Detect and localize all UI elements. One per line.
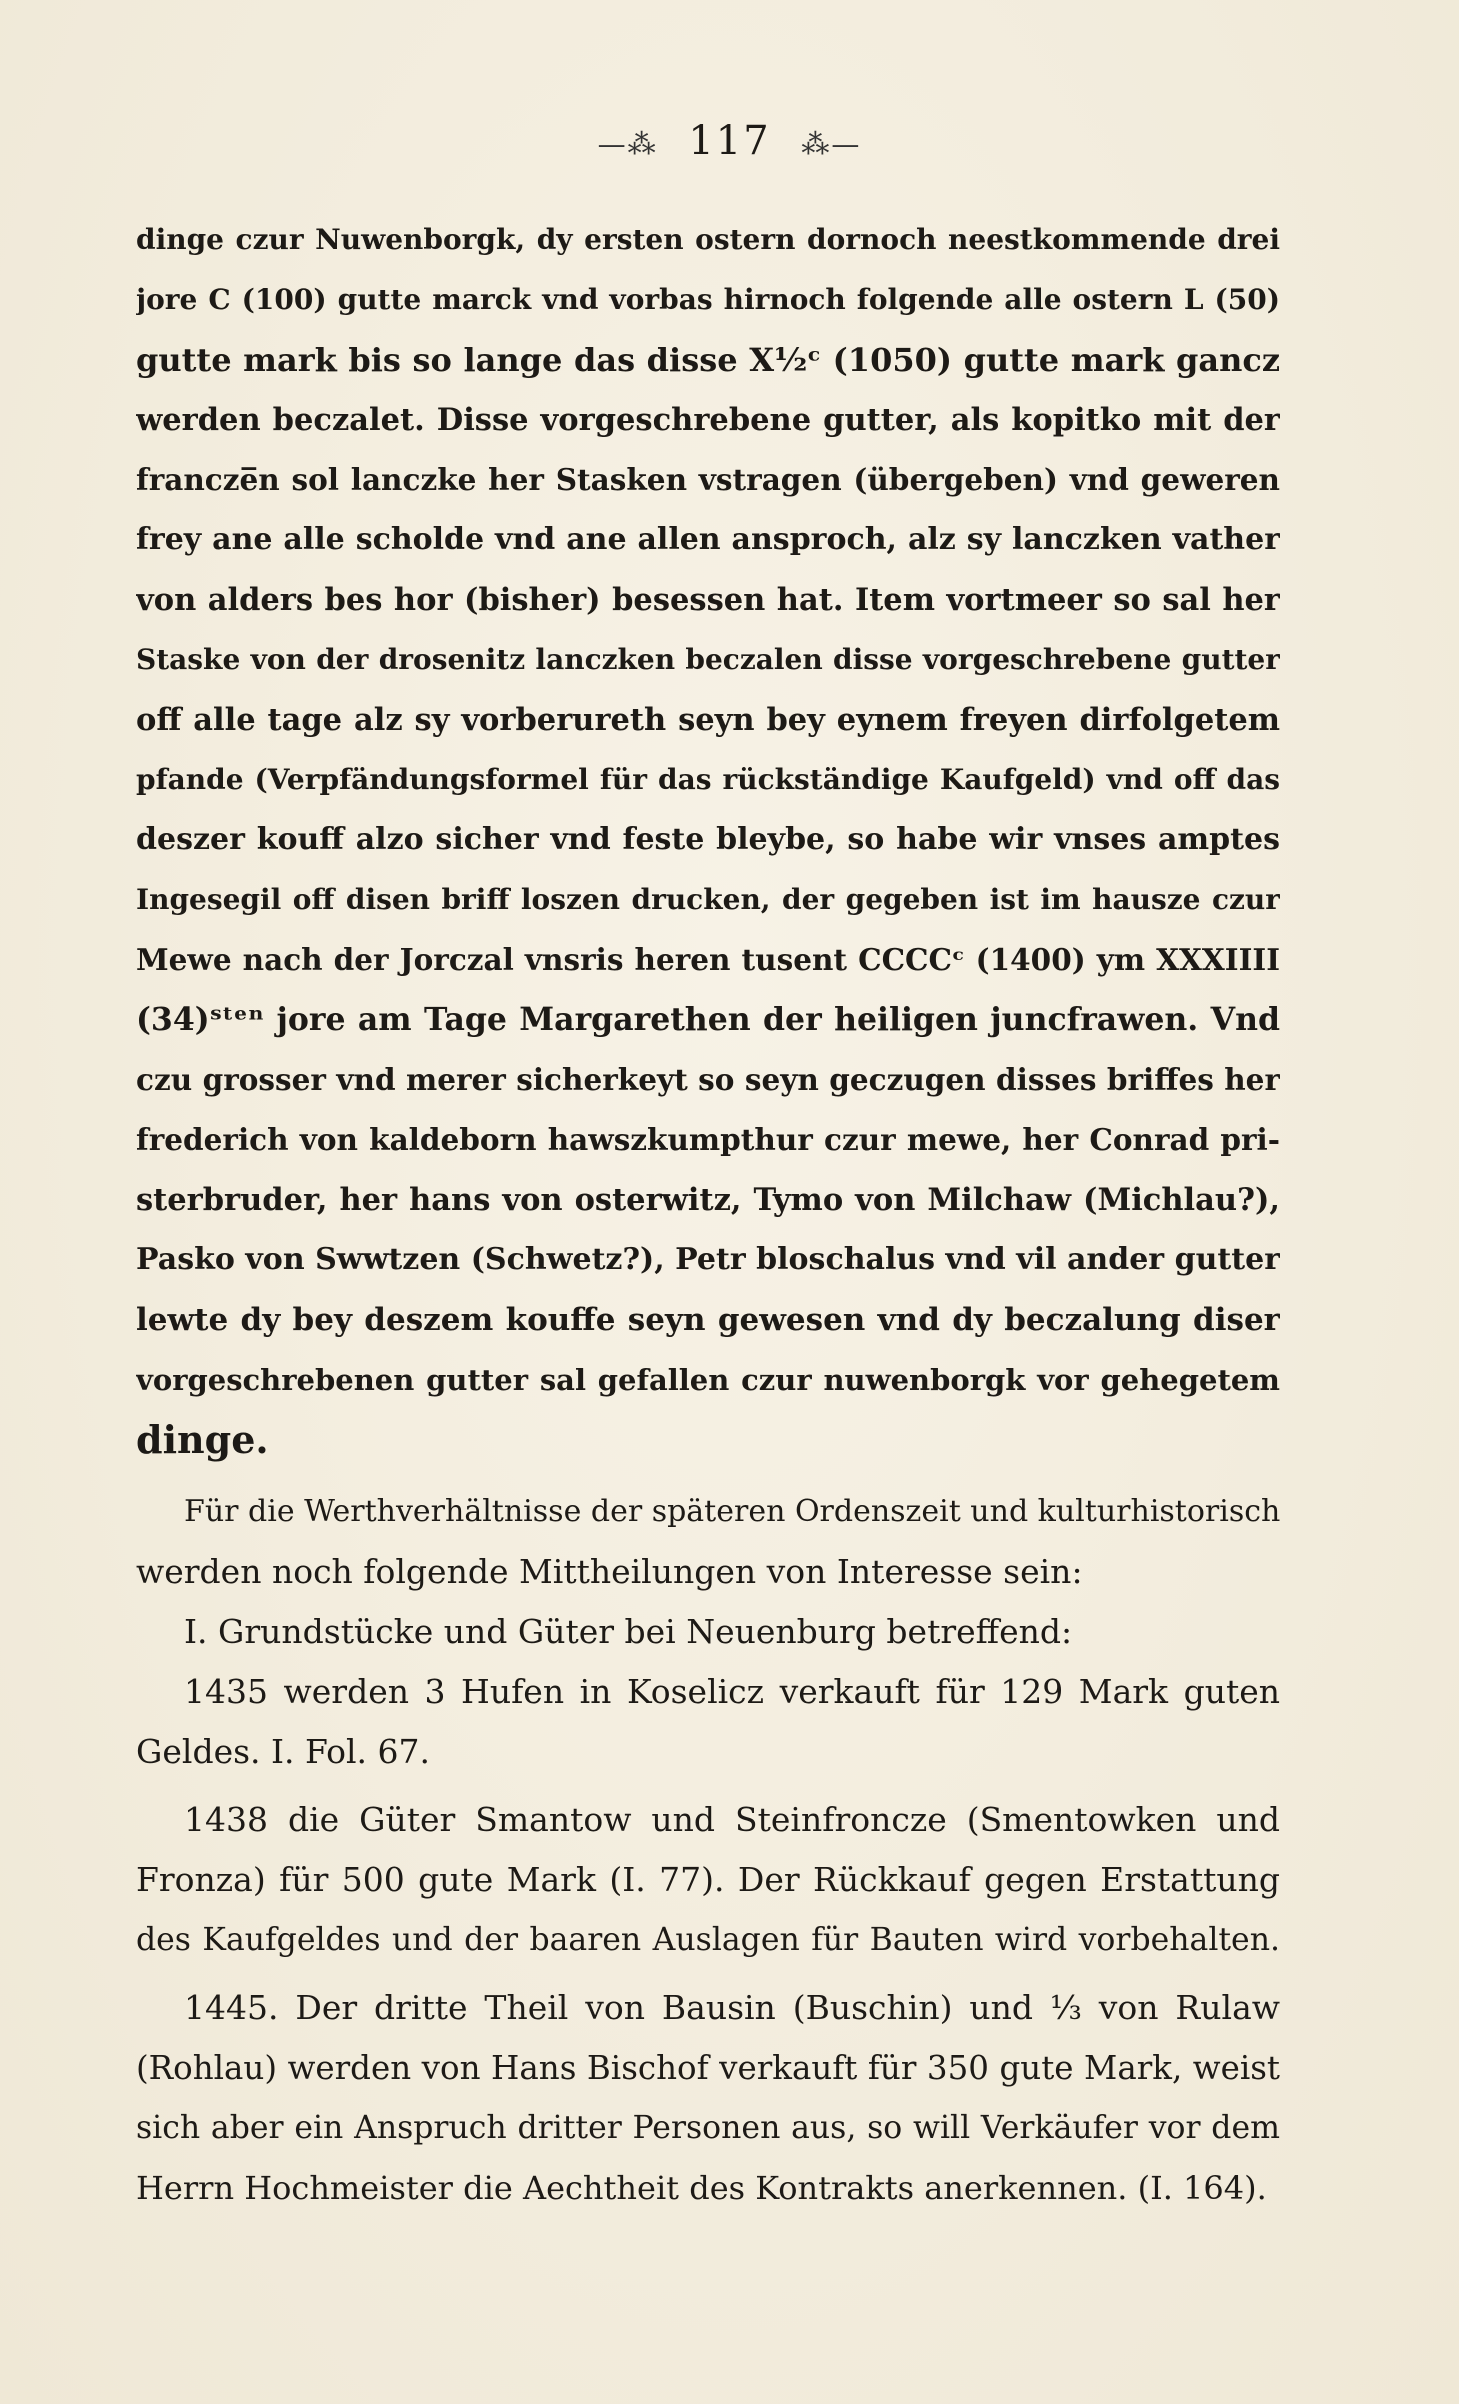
- text-line: Ingesegil off disen briff loszen drucken, der gegeben ist im hausze czur: [136, 883, 1280, 916]
- page-number: 117: [688, 118, 771, 164]
- text-line: francze̅n sol lanczke her Stasken vstragen (übergeben) vnd geweren: [136, 462, 1280, 497]
- section-heading: I. Grundstücke und Güter bei Neuenburg betreffend:: [184, 1612, 1073, 1651]
- text-line: von alders bes hor (bisher) besessen hat. Item vortmeer so sal her: [136, 582, 1280, 618]
- text-line: 1438 die Güter Smantow und Steinfroncze (Smentowken und: [184, 1800, 1280, 1839]
- text-line: (Rohlau) werden von Hans Bischof verkauft für 350 gute Mark, weist: [136, 2049, 1280, 2087]
- text-line: frederich von kaldeborn hawszkumpthur czur mewe, her Conrad pri-: [136, 1122, 1280, 1157]
- text-line: sterbruder, her hans von osterwitz, Tymo von Milchaw (Michlau?),: [136, 1182, 1280, 1218]
- text-line: 1435 werden 3 Hufen in Koselicz verkauft für 129 Mark guten: [184, 1672, 1280, 1711]
- text-line: des Kaufgeldes und der baaren Auslagen für Bauten wird vorbehalten.: [136, 1922, 1280, 1958]
- text-line: gutte mark bis so lange das disse X½ᶜ (1050) gutte mark gancz: [136, 341, 1280, 379]
- page-header: [0, 118, 1459, 164]
- header-ornament-right: ⁂—: [801, 127, 862, 161]
- text-line: werden noch folgende Mittheilungen von Interesse sein:: [136, 1552, 1083, 1591]
- text-line: Fronza) für 500 gute Mark (I. 77). Der Rückkauf gegen Erstattung: [136, 1860, 1280, 1899]
- text-line: lewte dy bey deszem kouffe seyn gewesen vnd dy beczalung diser: [136, 1302, 1280, 1338]
- text-line: dinge czur Nuwenborgk, dy ersten ostern dornoch neestkommende drei: [136, 223, 1280, 256]
- text-line: czu grosser vnd merer sicherkeyt so seyn geczugen disses briffes her: [136, 1062, 1280, 1097]
- text-line: sich aber ein Anspruch dritter Personen aus, so will Verkäufer vor dem: [136, 2110, 1280, 2146]
- text-line: Mewe nach der Jorczal vnsris heren tusent CCCCᶜ (1400) ym XXXIIII: [136, 942, 1280, 977]
- text-line: deszer kouff alzo sicher vnd feste bleybe, so habe wir vnses amptes: [136, 822, 1280, 857]
- text-line: pfande (Verpfändungsformel für das rückständige Kaufgeld) vnd off das: [136, 763, 1280, 796]
- text-line: jore C (100) gutte marck vnd vorbas hirnoch folgende alle ostern L (50): [136, 283, 1280, 316]
- text-line: 1445. Der dritte Theil von Bausin (Buschin) und ⅓ von Rulaw: [184, 1988, 1280, 2027]
- text-line: Geldes. I. Fol. 67.: [136, 1732, 431, 1771]
- text-line: Staske von der drosenitz lanczken beczalen disse vorgeschrebene gutter: [136, 643, 1280, 676]
- text-line: frey ane alle scholde vnd ane allen ansproch, alz sy lanczken vather: [136, 522, 1280, 557]
- text-line: vorgeschrebenen gutter sal gefallen czur nuwenborgk vor gehegetem: [136, 1363, 1280, 1397]
- text-line: Herrn Hochmeister die Aechtheit des Kontrakts anerkennen. (I. 164).: [136, 2169, 1267, 2207]
- text-line: (34)ˢᵗᵉⁿ jore am Tage Margarethen der heiligen juncfrawen. Vnd: [136, 1001, 1280, 1038]
- page-body: [136, 210, 1280, 2218]
- text-line: off alle tage alz sy vorberureth seyn bey eynem freyen dirfolgetem: [136, 702, 1280, 738]
- text-line: Pasko von Swwtzen (Schwetz?), Petr bloschalus vnd vil ander gutter: [136, 1242, 1280, 1277]
- text-line: dinge.: [136, 1417, 269, 1462]
- text-line: werden beczalet. Disse vorgeschrebene gutter, als kopitko mit der: [136, 402, 1280, 438]
- commentary: [136, 1482, 1280, 2218]
- header-ornament-left: —⁂: [597, 127, 658, 161]
- charter-quotation: [136, 210, 1280, 1470]
- text-line: Für die Werthverhältnisse der späteren Ordenszeit und kulturhistorisch: [184, 1494, 1280, 1529]
